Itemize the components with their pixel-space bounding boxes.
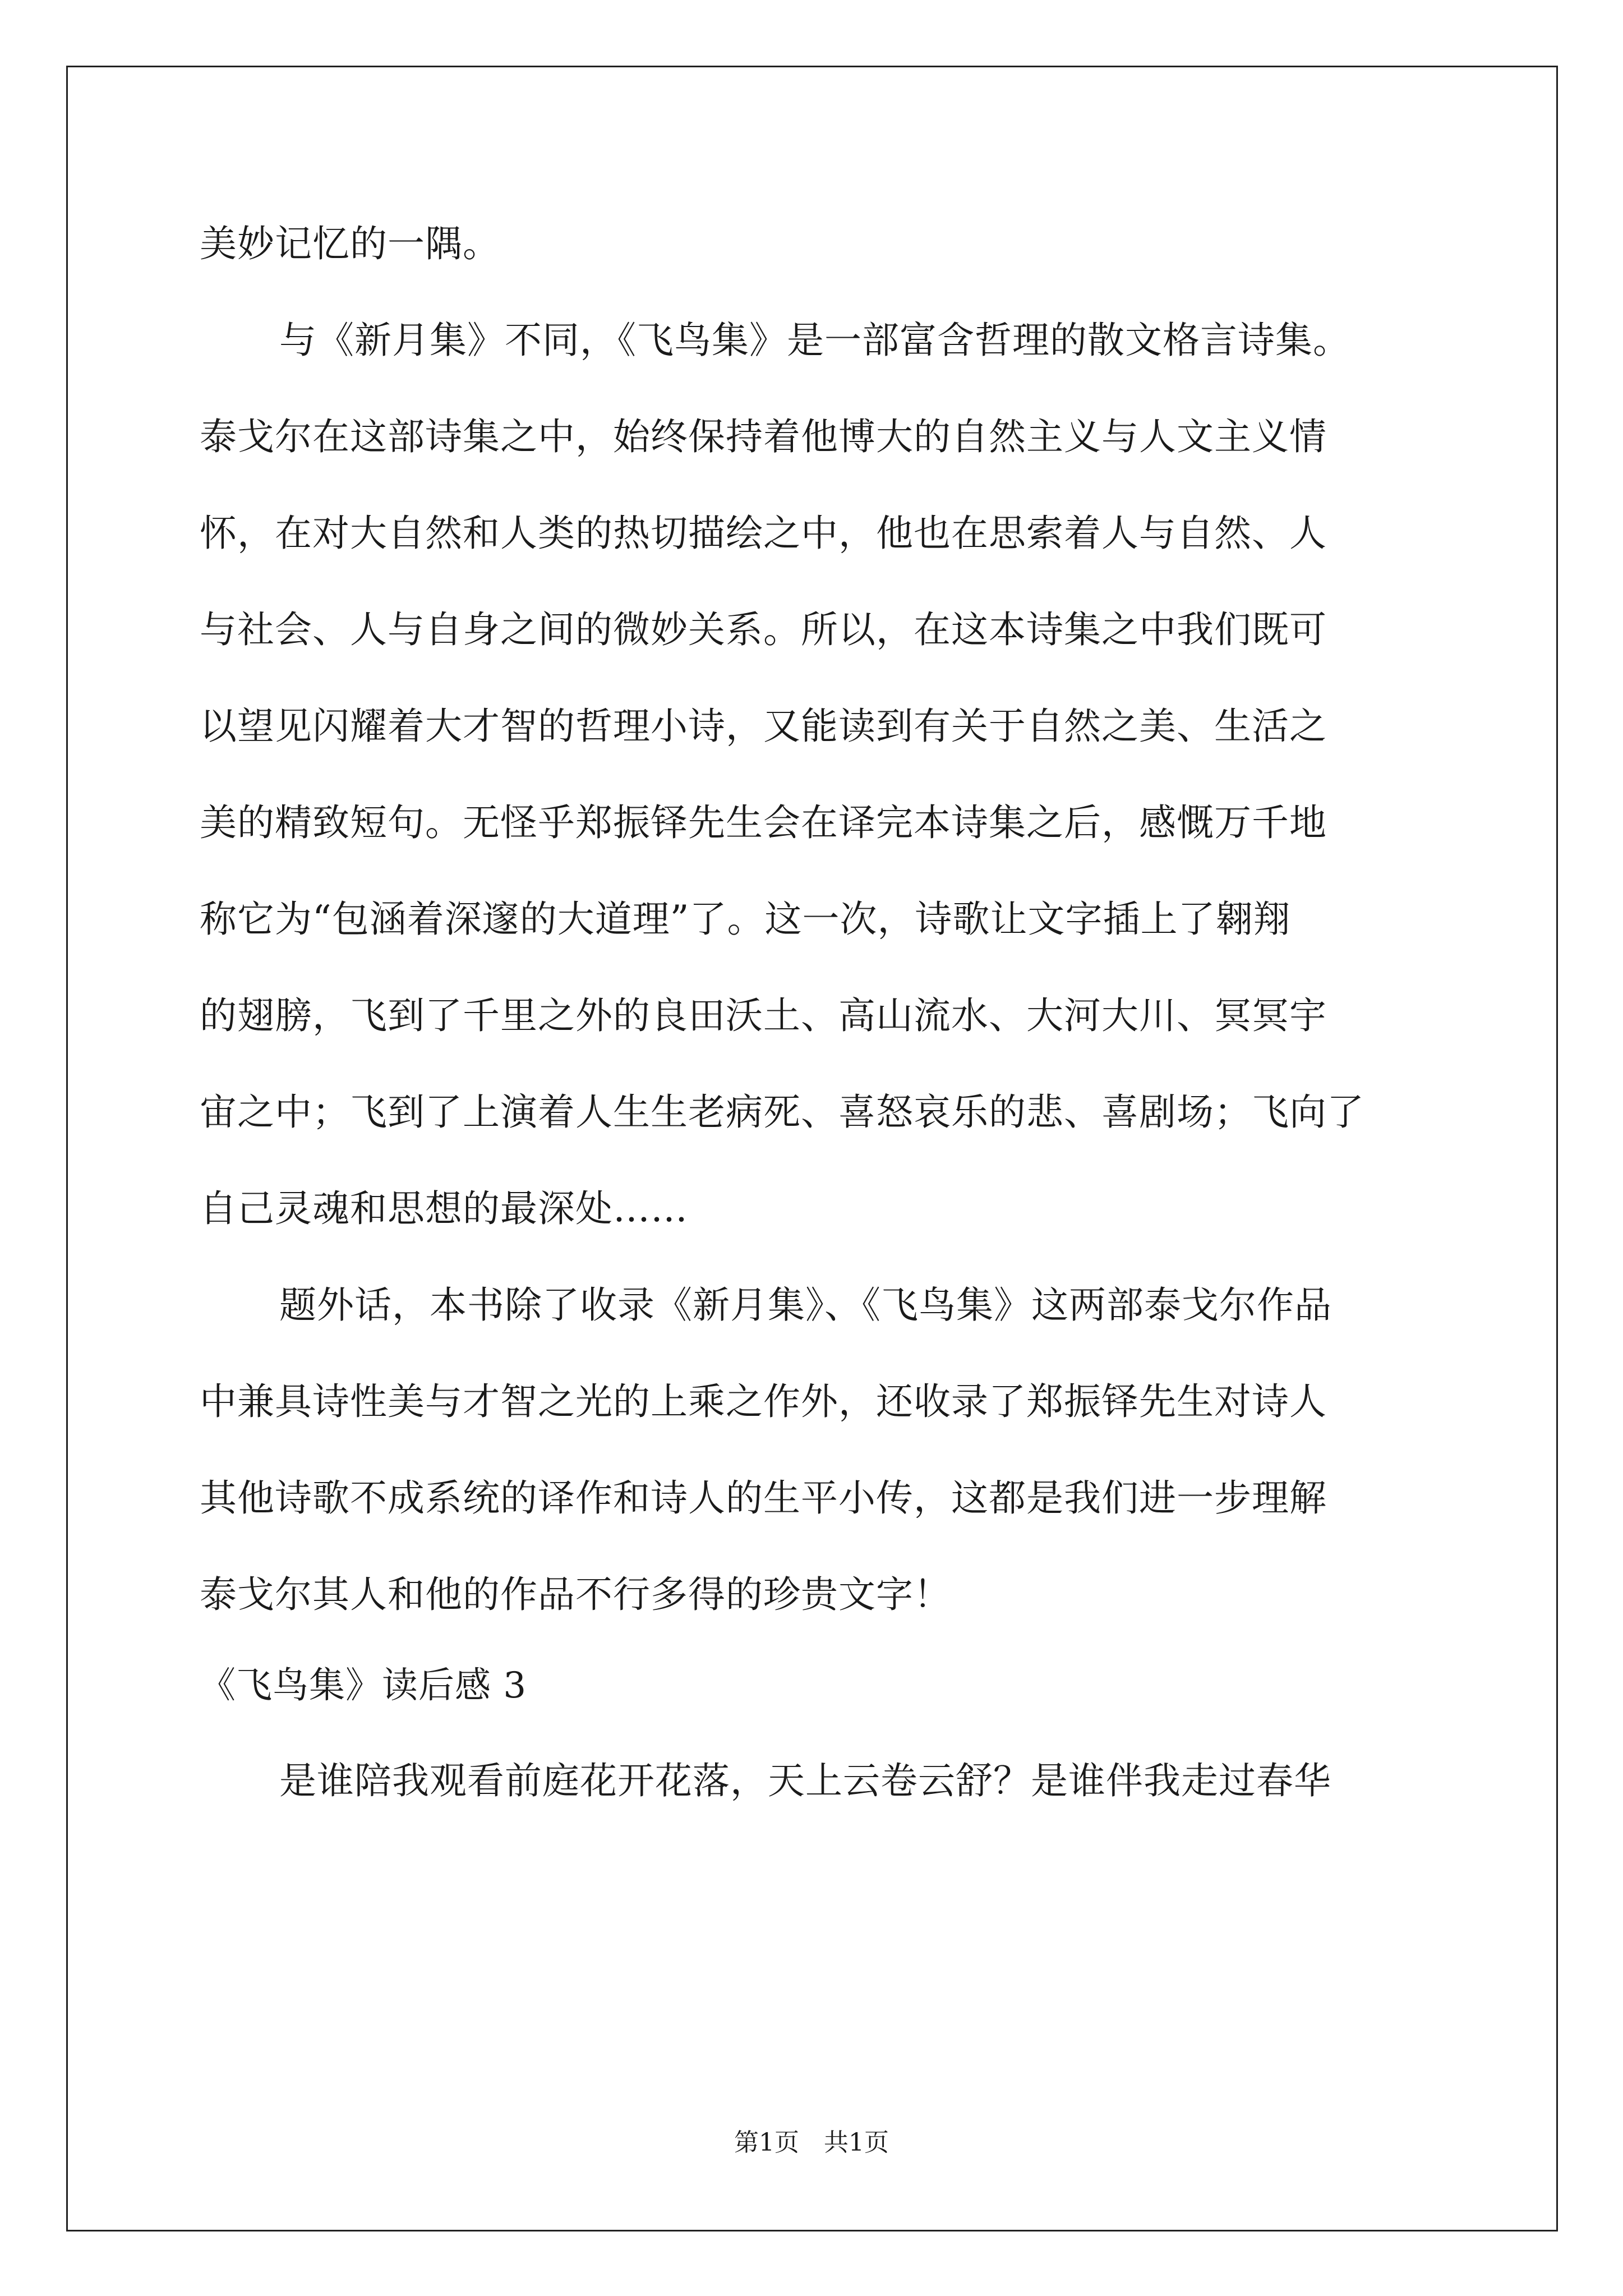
text-line-17: 是谁陪我观看前庭花开花落，天上云卷云舒？是谁伴我走过春华 xyxy=(279,1759,1331,1802)
text-line-6: 以望见闪耀着大才智的哲理小诗，又能读到有关于自然之美、生活之 xyxy=(200,705,1327,748)
text-line-14: 其他诗歌不成系统的译作和诗人的生平小传，这都是我们进一步理解 xyxy=(200,1476,1327,1520)
section-heading: 《飞鸟集》读后感 3 xyxy=(200,1665,527,1706)
text-line-3: 泰戈尔在这部诗集之中，始终保持着他博大的自然主义与人文主义情 xyxy=(200,415,1327,458)
text-line-4: 怀，在对大自然和人类的热切描绘之中，他也在思索着人与自然、人 xyxy=(200,512,1327,555)
text-line-12: 题外话，本书除了收录《新月集》、《飞鸟集》这两部泰戈尔作品 xyxy=(279,1283,1332,1327)
page-number-footer: 第1页 共1页 xyxy=(734,2128,889,2157)
text-line-15: 泰戈尔其人和他的作品不行多得的珍贵文字！ xyxy=(200,1573,951,1616)
text-line-11: 自己灵魂和思想的最深处…… xyxy=(200,1187,688,1230)
text-line-1: 美妙记忆的一隅。 xyxy=(200,222,500,265)
text-line-7: 美的精致短句。无怪乎郑振铎先生会在译完本诗集之后，感慨万千地 xyxy=(200,801,1327,844)
text-line-8: 称它为“包涵着深邃的大道理”了。这一次，诗歌让文字插上了翱翔 xyxy=(200,898,1291,941)
text-line-5: 与社会、人与自身之间的微妙关系。所以，在这本诗集之中我们既可 xyxy=(200,608,1327,651)
text-line-2: 与《新月集》不同，《飞鸟集》是一部富含哲理的散文格言诗集。 xyxy=(279,319,1350,362)
text-line-10: 宙之中；飞到了上演着人生生老病死、喜怒哀乐的悲、喜剧场；飞向了 xyxy=(200,1091,1364,1134)
text-line-13: 中兼具诗性美与才智之光的上乘之作外，还收录了郑振铎先生对诗人 xyxy=(200,1380,1327,1423)
page-border xyxy=(66,66,1558,2231)
text-line-9: 的翅膀，飞到了千里之外的良田沃土、高山流水、大河大川、冥冥宇 xyxy=(200,994,1327,1037)
